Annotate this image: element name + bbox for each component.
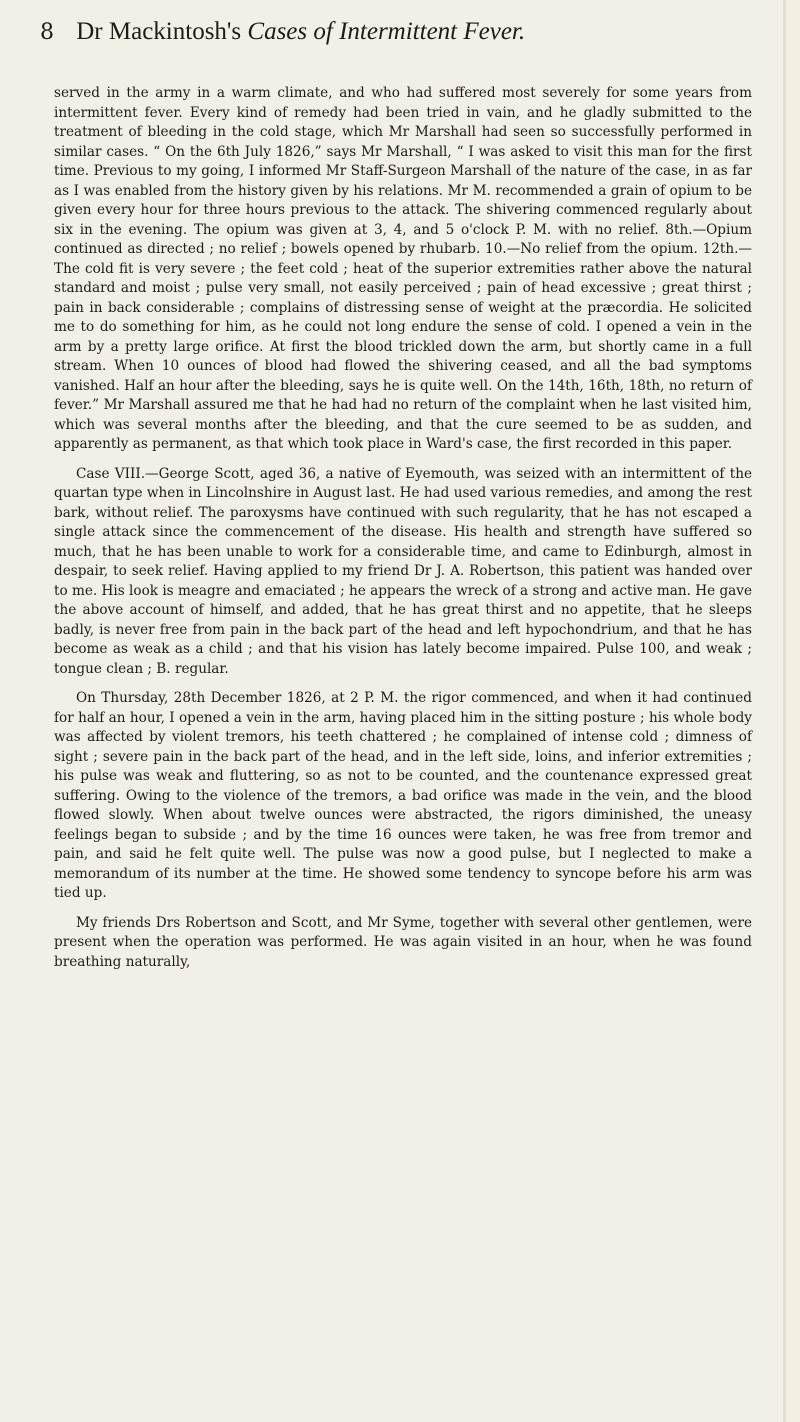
paragraph-witnesses: My friends Drs Robertson and Scott, and Mr Syme, together with several other gentlemen, were present when the operation was performed. He was again visited in an hour, when he was found breathing naturally, (54, 914, 752, 970)
page-edge-shading (783, 0, 786, 1422)
running-head (40, 18, 525, 47)
body-text (54, 84, 752, 972)
paragraph-case-viii: Case VIII.—George Scott, aged 36, a native of Eyemouth, was seized with an intermittent of the quartan type when in Lincolnshire in August last. He had used various remedies, and among the rest bark, without relief. The paroxysms have continued with such regularity, that he has not escaped a single attack since the commencement of the disease. His health and strength have suffered so much, that he has been unable to work for a considerable time, and came to Edinburgh, almost in despair, to seek relief. Having applied to my friend Dr J. A. Robertson, this patient was handed over to me. His look is meagre and emaciated ; he appears the wreck of a strong and active man. He gave the above account of himself, and added, that he has great thirst and no appetite, that he sleeps badly, is never free from pain in the back part of the head and left hypochondrium, and that he has become as weak as a child ; and that his vision has lately become impaired. Pulse 100, and weak ; tongue clean ; B. regular. (54, 465, 752, 677)
paragraph-thursday-bleeding: On Thursday, 28th December 1826, at 2 P. M. the rigor commenced, and when it had continued for half an hour, I opened a vein in the arm, having placed him in the sitting posture ; his whole body was affected by violent tremors, his teeth chattered ; he complained of intense cold ; dimness of sight ; severe pain in the back part of the head, and in the left side, loins, and inferior extremities ; his pulse was weak and fluttering, so as not to be counted, and the countenance expressed great suffering. Owing to the violence of the tremors, a bad orifice was made in the vein, and the blood flowed slowly. When about twelve ounces were abstracted, the rigors diminished, the uneasy feelings began to subside ; and by the time 16 ounces were taken, he was free from tremor and pain, and said he felt quite well. The pulse was now a good pulse, but I neglected to make a memorandum of its number at the time. He showed some tendency to syncope before his arm was tied up. (54, 690, 752, 901)
running-head-title: Cases of Intermittent Fever. (247, 18, 526, 45)
paragraph-marshall-case: served in the army in a warm climate, and who had suffered most severely for some years from intermittent fever. Every kind of remedy had been tried in vain, and he gladly submitted to the treatment of bleeding in the cold stage, which Mr Marshall had seen so successfully performed in similar cases. “ On the 6th July 1826,” says Mr Marshall, “ I was asked to visit this man for the first time. Previous to my going, I informed Mr Staff-Surgeon Marshall of the nature of the case, in as far as I was enabled from the history given by his relations. Mr M. recommended a grain of opium to be given every hour for three hours previous to the attack. The shivering commenced regularly about six in the evening. The opium was given at 3, 4, and 5 o'clock P. M. with no relief. 8th.—Opium continued as directed ; no relief ; bowels opened by rhubarb. 10.—No relief from the opium. 12th.—The cold fit is very severe ; the feet cold ; heat of the superior extremities rather above the natural standard and moist ; pulse very small, not easily perceived ; pain of head excessive ; great thirst ; pain in back considerable ; complains of distressing sense of weight at the præcordia. He solicited me to do something for him, as he could not long endure the sense of cold. I opened a vein in the arm by a pretty large orifice. At first the blood trickled down the arm, but shortly came in a full stream. When 10 ounces of blood had flowed the shivering ceased, and all the bad symptoms vanished. Half an hour after the bleeding, says he is quite well. On the 14th, 16th, 18th, no return of fever.” Mr Marshall assured me that he had had no return of the complaint when he last visited him, which was several months after the bleeding, and that the cure seemed to be as sudden, and apparently as permanent, as that which took place in Ward's case, the first recorded in this paper. (54, 85, 752, 452)
running-head-author: Dr Mackintosh's (76, 18, 242, 45)
page-number: 8 (40, 20, 54, 45)
